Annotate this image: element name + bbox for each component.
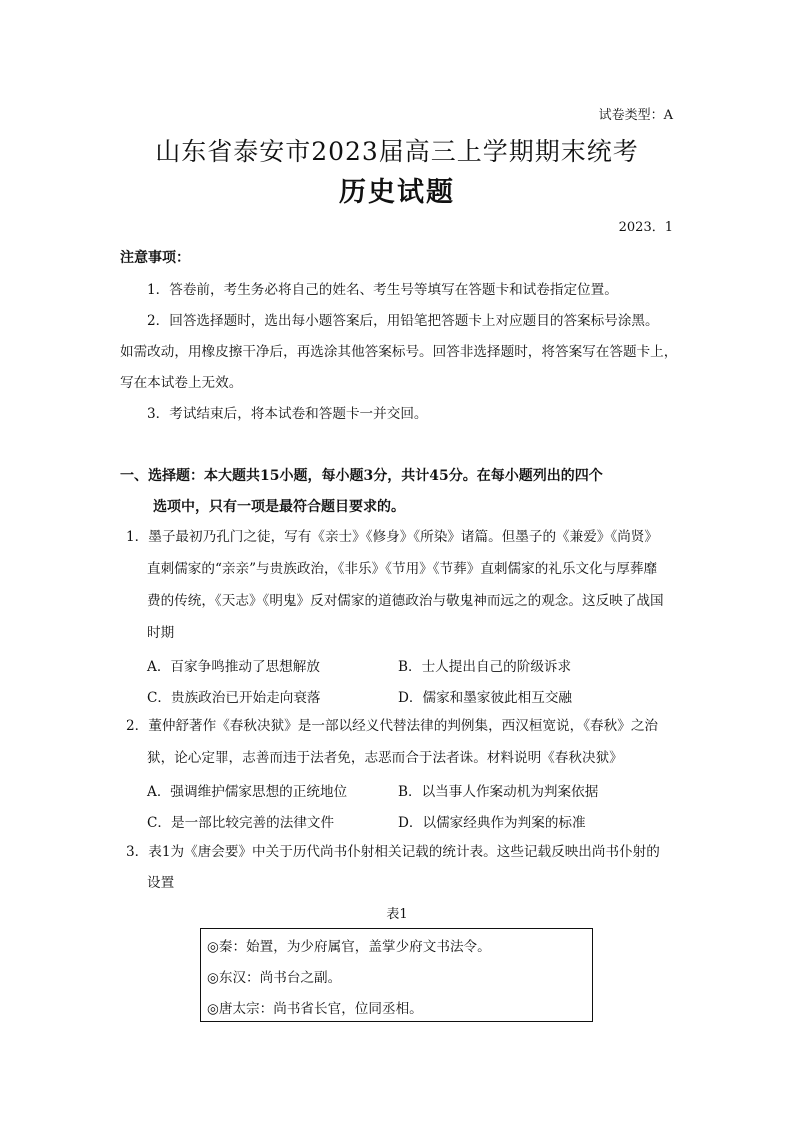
question-2-option-b: B．以当事人作案动机为判案依据 (398, 784, 599, 800)
question-1-line-2: 直刺儒家的“亲亲”与贵族政治，《非乐》《节用》《节葬》直刺儒家的礼乐文化与厚葬靡 (147, 561, 658, 577)
exam-date: 2023．1 (618, 220, 673, 235)
paper-type-label: 试卷类型：A (598, 108, 673, 123)
notice-item-2-line-3: 写在本试卷上无效。 (120, 375, 243, 391)
question-1-option-a: A．百家争鸣推动了思想解放 (147, 659, 320, 675)
notice-item-3: 3．考试结束后，将本试卷和答题卡一并交回。 (147, 406, 428, 422)
question-2-option-a: A．强调维护儒家思想的正统地位 (147, 784, 348, 800)
question-2-option-c: C．是一部比较完善的法律文件 (147, 815, 335, 831)
notice-heading: 注意事项： (120, 250, 190, 266)
question-2-option-d: D．以儒家经典作为判案的标准 (398, 815, 586, 831)
question-1-option-c: C．贵族政治已开始走向衰落 (147, 690, 321, 706)
section-1-heading-line-2: 选项中，只有一项是最符合题目要求的。 (153, 499, 405, 515)
question-1-line-1: 1．墨子最初乃孔门之徒，写有《亲士》《修身》《所染》诸篇。但墨子的《兼爱》《尚贤》 (126, 529, 658, 545)
question-3-line-2: 设置 (147, 875, 175, 891)
subject-title: 历史试题 (339, 177, 455, 208)
question-1-option-d: D．儒家和墨家彼此相互交融 (398, 690, 573, 706)
record-table (200, 928, 593, 1022)
table-row-3: ◎唐太宗：尚书省长官，位同丞相。 (207, 1001, 423, 1017)
notice-item-1: 1．答卷前，考生务必将自己的姓名、考生号等填写在答题卡和试卷指定位置。 (147, 282, 618, 298)
notice-item-2-line-2: 如需改动，用橡皮擦干净后，再选涂其他答案标号。回答非选择题时，将答案写在答题卡上， (120, 344, 678, 360)
question-3-line-1: 3．表1为《唐会要》中关于历代尚书仆射相关记载的统计表。这些记载反映出尚书仆射的 (126, 844, 660, 860)
question-1-line-4: 时期 (147, 625, 175, 641)
question-1-line-3: 费的传统，《天志》《明鬼》反对儒家的道德政治与敬鬼神而远之的观念。这反映了战国 (147, 593, 664, 609)
notice-item-2-line-1: 2．回答选择题时，选出每小题答案后，用铅笔把答题卡上对应题目的答案标号涂黑。 (147, 313, 659, 329)
table-row-1: ◎秦：始置，为少府属官，盖掌少府文书法令。 (207, 939, 491, 955)
section-1-heading-line-1: 一、选择题：本大题共15小题，每小题3分，共计45分。在每小题列出的四个 (120, 468, 603, 484)
question-2-line-1: 2．董仲舒著作《春秋决狱》是一部以经义代替法律的判例集，西汉桓宽说，《春秋》之治 (126, 718, 659, 734)
table-caption: 表1 (386, 907, 408, 922)
question-2-line-2: 狱，论心定罪，志善而违于法者免，志恶而合于法者诛。材料说明《春秋决狱》 (147, 750, 623, 766)
question-1-option-b: B．士人提出自己的阶级诉求 (398, 659, 572, 675)
exam-title: 山东省泰安市2023届高三上学期期末统考 (155, 137, 639, 166)
table-row-2: ◎东汉：尚书台之副。 (207, 970, 342, 986)
